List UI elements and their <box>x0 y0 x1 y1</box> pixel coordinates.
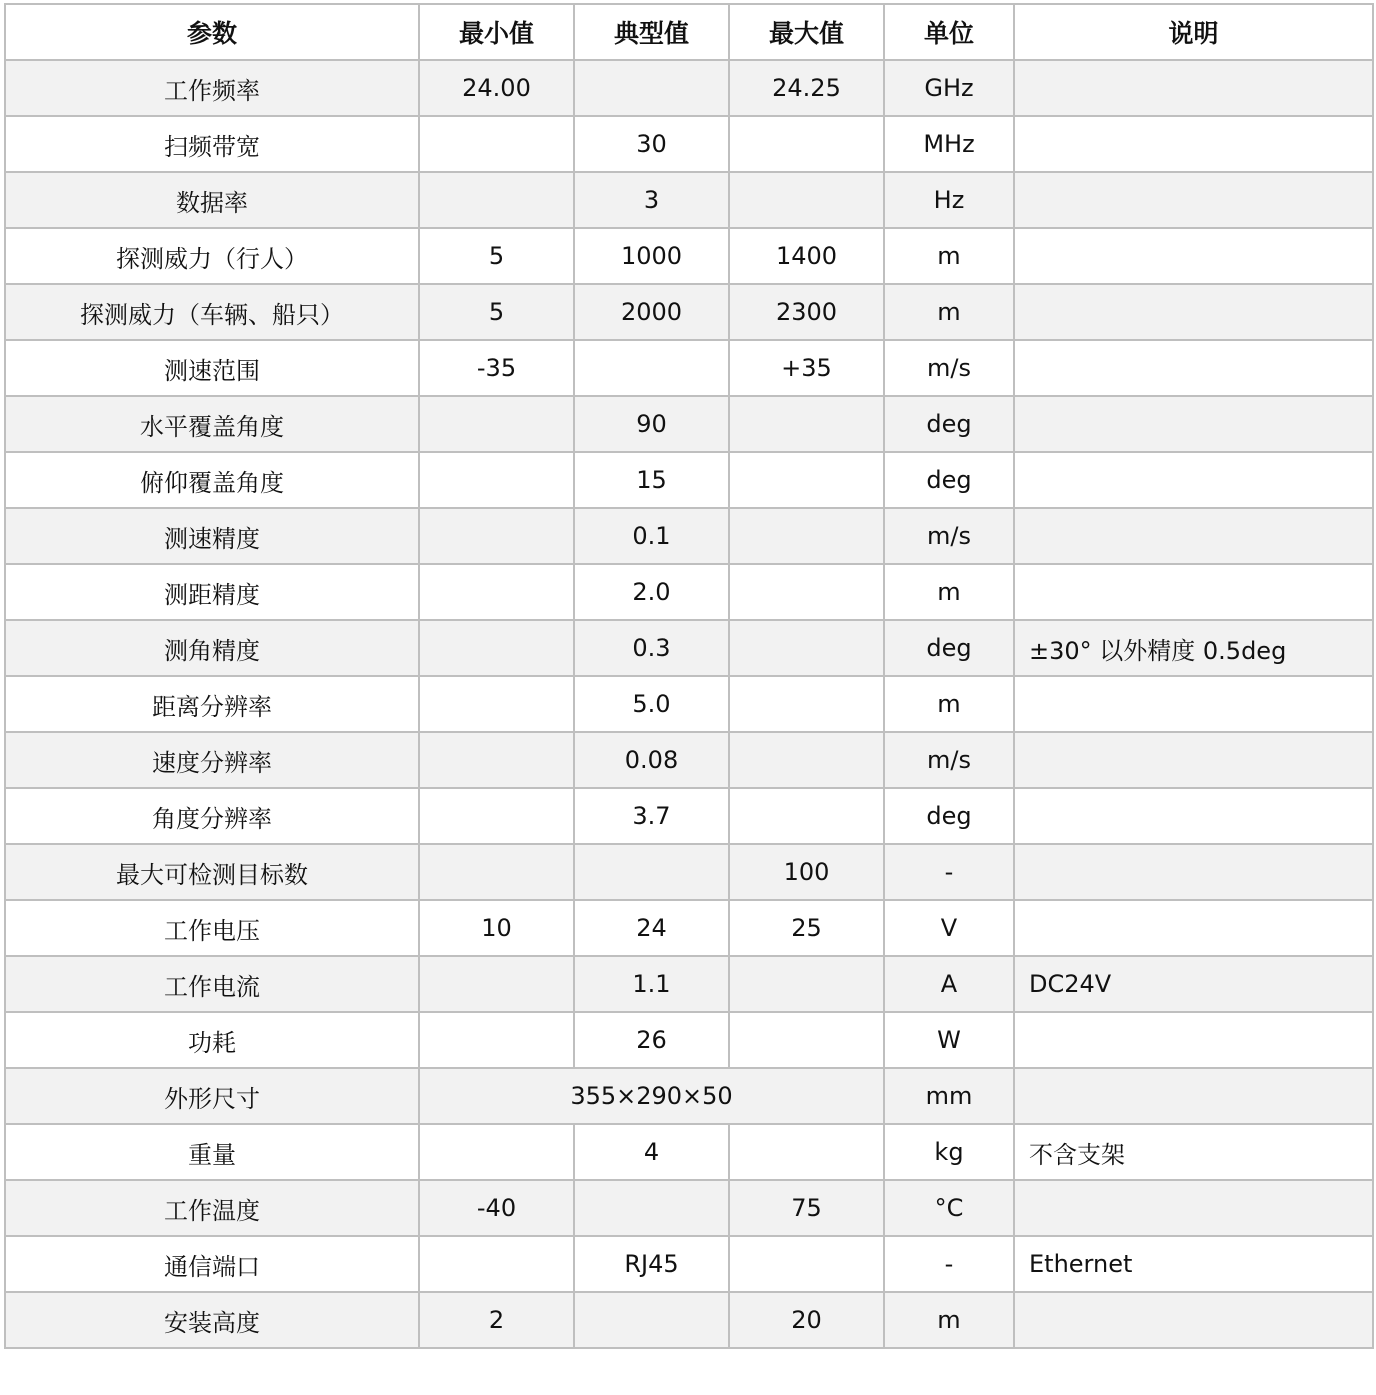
unit-cell: m <box>884 676 1014 732</box>
max-cell <box>729 396 884 452</box>
table-row <box>5 172 1373 228</box>
param-cell: 水平覆盖角度 <box>5 396 419 452</box>
unit-cell: MHz <box>884 116 1014 172</box>
min-cell: 5 <box>419 284 574 340</box>
min-cell <box>419 116 574 172</box>
unit-cell: mm <box>884 1068 1014 1124</box>
typ-cell: 0.3 <box>574 620 729 676</box>
note-cell <box>1014 116 1373 172</box>
max-cell <box>729 1124 884 1180</box>
typ-cell: 3.7 <box>574 788 729 844</box>
max-cell <box>729 956 884 1012</box>
note-cell <box>1014 452 1373 508</box>
param-cell: 安装高度 <box>5 1292 419 1348</box>
note-cell <box>1014 1068 1373 1124</box>
spec-table <box>4 3 1374 1349</box>
table-row <box>5 452 1373 508</box>
param-cell: 重量 <box>5 1124 419 1180</box>
unit-cell: deg <box>884 788 1014 844</box>
note-cell <box>1014 732 1373 788</box>
min-cell: 10 <box>419 900 574 956</box>
typ-cell: 0.1 <box>574 508 729 564</box>
typ-cell: 1.1 <box>574 956 729 1012</box>
param-cell: 探测威力（车辆、船只） <box>5 284 419 340</box>
min-cell <box>419 844 574 900</box>
note-cell <box>1014 396 1373 452</box>
min-cell: 5 <box>419 228 574 284</box>
max-cell: 24.25 <box>729 60 884 116</box>
note-cell <box>1014 564 1373 620</box>
max-cell: 25 <box>729 900 884 956</box>
note-cell <box>1014 1292 1373 1348</box>
table-row <box>5 788 1373 844</box>
typ-cell: 2.0 <box>574 564 729 620</box>
max-cell: 2300 <box>729 284 884 340</box>
min-cell <box>419 732 574 788</box>
param-cell: 探测威力（行人） <box>5 228 419 284</box>
param-cell: 测速范围 <box>5 340 419 396</box>
param-cell: 扫频带宽 <box>5 116 419 172</box>
param-cell: 工作温度 <box>5 1180 419 1236</box>
table-row <box>5 1012 1373 1068</box>
table-row <box>5 732 1373 788</box>
note-cell: Ethernet <box>1014 1236 1373 1292</box>
table-row <box>5 844 1373 900</box>
min-cell <box>419 788 574 844</box>
table-row <box>5 1180 1373 1236</box>
max-cell <box>729 508 884 564</box>
max-cell <box>729 452 884 508</box>
spec-table-container <box>4 3 1374 1349</box>
unit-cell: A <box>884 956 1014 1012</box>
header-max: 最大值 <box>729 4 884 60</box>
typ-cell: 4 <box>574 1124 729 1180</box>
note-cell <box>1014 1012 1373 1068</box>
table-row <box>5 508 1373 564</box>
param-cell: 外形尺寸 <box>5 1068 419 1124</box>
typ-cell <box>574 844 729 900</box>
unit-cell: °C <box>884 1180 1014 1236</box>
table-row <box>5 116 1373 172</box>
note-cell <box>1014 900 1373 956</box>
min-cell: 2 <box>419 1292 574 1348</box>
note-cell <box>1014 340 1373 396</box>
unit-cell: kg <box>884 1124 1014 1180</box>
unit-cell: m/s <box>884 508 1014 564</box>
min-cell <box>419 564 574 620</box>
min-cell <box>419 1124 574 1180</box>
param-cell: 通信端口 <box>5 1236 419 1292</box>
unit-cell: deg <box>884 396 1014 452</box>
param-cell: 俯仰覆盖角度 <box>5 452 419 508</box>
max-cell: 75 <box>729 1180 884 1236</box>
typ-cell: 30 <box>574 116 729 172</box>
note-cell: ±30° 以外精度 0.5deg <box>1014 620 1373 676</box>
min-cell <box>419 508 574 564</box>
table-row <box>5 284 1373 340</box>
unit-cell: Hz <box>884 172 1014 228</box>
table-row <box>5 1292 1373 1348</box>
param-cell: 功耗 <box>5 1012 419 1068</box>
max-cell <box>729 620 884 676</box>
table-row <box>5 620 1373 676</box>
typ-cell <box>574 1180 729 1236</box>
unit-cell: - <box>884 844 1014 900</box>
header-note: 说明 <box>1014 4 1373 60</box>
typ-cell: 0.08 <box>574 732 729 788</box>
min-cell: -40 <box>419 1180 574 1236</box>
min-cell <box>419 676 574 732</box>
header-min: 最小值 <box>419 4 574 60</box>
min-cell <box>419 1236 574 1292</box>
note-cell <box>1014 676 1373 732</box>
max-cell: 100 <box>729 844 884 900</box>
max-cell <box>729 788 884 844</box>
table-row <box>5 1068 1373 1124</box>
table-row <box>5 396 1373 452</box>
min-cell <box>419 172 574 228</box>
table-row <box>5 1236 1373 1292</box>
table-row <box>5 676 1373 732</box>
table-row <box>5 900 1373 956</box>
typ-cell: 2000 <box>574 284 729 340</box>
param-cell: 工作频率 <box>5 60 419 116</box>
param-cell: 速度分辨率 <box>5 732 419 788</box>
note-cell <box>1014 508 1373 564</box>
unit-cell: m <box>884 284 1014 340</box>
note-cell <box>1014 172 1373 228</box>
unit-cell: W <box>884 1012 1014 1068</box>
param-cell: 测距精度 <box>5 564 419 620</box>
dimension-merged-cell: 355×290×50 <box>419 1068 884 1124</box>
note-cell <box>1014 844 1373 900</box>
typ-cell: 26 <box>574 1012 729 1068</box>
max-cell <box>729 676 884 732</box>
table-row <box>5 956 1373 1012</box>
param-cell: 数据率 <box>5 172 419 228</box>
typ-cell: RJ45 <box>574 1236 729 1292</box>
unit-cell: m/s <box>884 340 1014 396</box>
param-cell: 测角精度 <box>5 620 419 676</box>
typ-cell: 24 <box>574 900 729 956</box>
min-cell <box>419 956 574 1012</box>
max-cell: 1400 <box>729 228 884 284</box>
min-cell: 24.00 <box>419 60 574 116</box>
unit-cell: m <box>884 228 1014 284</box>
max-cell <box>729 1236 884 1292</box>
param-cell: 工作电压 <box>5 900 419 956</box>
note-cell <box>1014 60 1373 116</box>
typ-cell <box>574 1292 729 1348</box>
unit-cell: deg <box>884 452 1014 508</box>
unit-cell: V <box>884 900 1014 956</box>
param-cell: 测速精度 <box>5 508 419 564</box>
max-cell <box>729 1012 884 1068</box>
min-cell <box>419 620 574 676</box>
typ-cell <box>574 340 729 396</box>
max-cell <box>729 172 884 228</box>
min-cell <box>419 1012 574 1068</box>
unit-cell: deg <box>884 620 1014 676</box>
typ-cell: 15 <box>574 452 729 508</box>
table-header-row <box>5 4 1373 60</box>
typ-cell <box>574 60 729 116</box>
max-cell <box>729 732 884 788</box>
min-cell <box>419 452 574 508</box>
param-cell: 角度分辨率 <box>5 788 419 844</box>
header-param: 参数 <box>5 4 419 60</box>
unit-cell: - <box>884 1236 1014 1292</box>
unit-cell: m <box>884 1292 1014 1348</box>
note-cell <box>1014 1180 1373 1236</box>
header-unit: 单位 <box>884 4 1014 60</box>
typ-cell: 5.0 <box>574 676 729 732</box>
table-row <box>5 340 1373 396</box>
unit-cell: GHz <box>884 60 1014 116</box>
max-cell <box>729 564 884 620</box>
header-typ: 典型值 <box>574 4 729 60</box>
table-row <box>5 1124 1373 1180</box>
max-cell: 20 <box>729 1292 884 1348</box>
typ-cell: 90 <box>574 396 729 452</box>
max-cell <box>729 116 884 172</box>
typ-cell: 1000 <box>574 228 729 284</box>
note-cell <box>1014 788 1373 844</box>
unit-cell: m <box>884 564 1014 620</box>
min-cell <box>419 396 574 452</box>
typ-cell: 3 <box>574 172 729 228</box>
table-row <box>5 564 1373 620</box>
note-cell <box>1014 228 1373 284</box>
note-cell: 不含支架 <box>1014 1124 1373 1180</box>
param-cell: 最大可检测目标数 <box>5 844 419 900</box>
table-row <box>5 60 1373 116</box>
param-cell: 距离分辨率 <box>5 676 419 732</box>
table-row <box>5 228 1373 284</box>
min-cell: -35 <box>419 340 574 396</box>
note-cell <box>1014 284 1373 340</box>
note-cell: DC24V <box>1014 956 1373 1012</box>
unit-cell: m/s <box>884 732 1014 788</box>
max-cell: +35 <box>729 340 884 396</box>
param-cell: 工作电流 <box>5 956 419 1012</box>
